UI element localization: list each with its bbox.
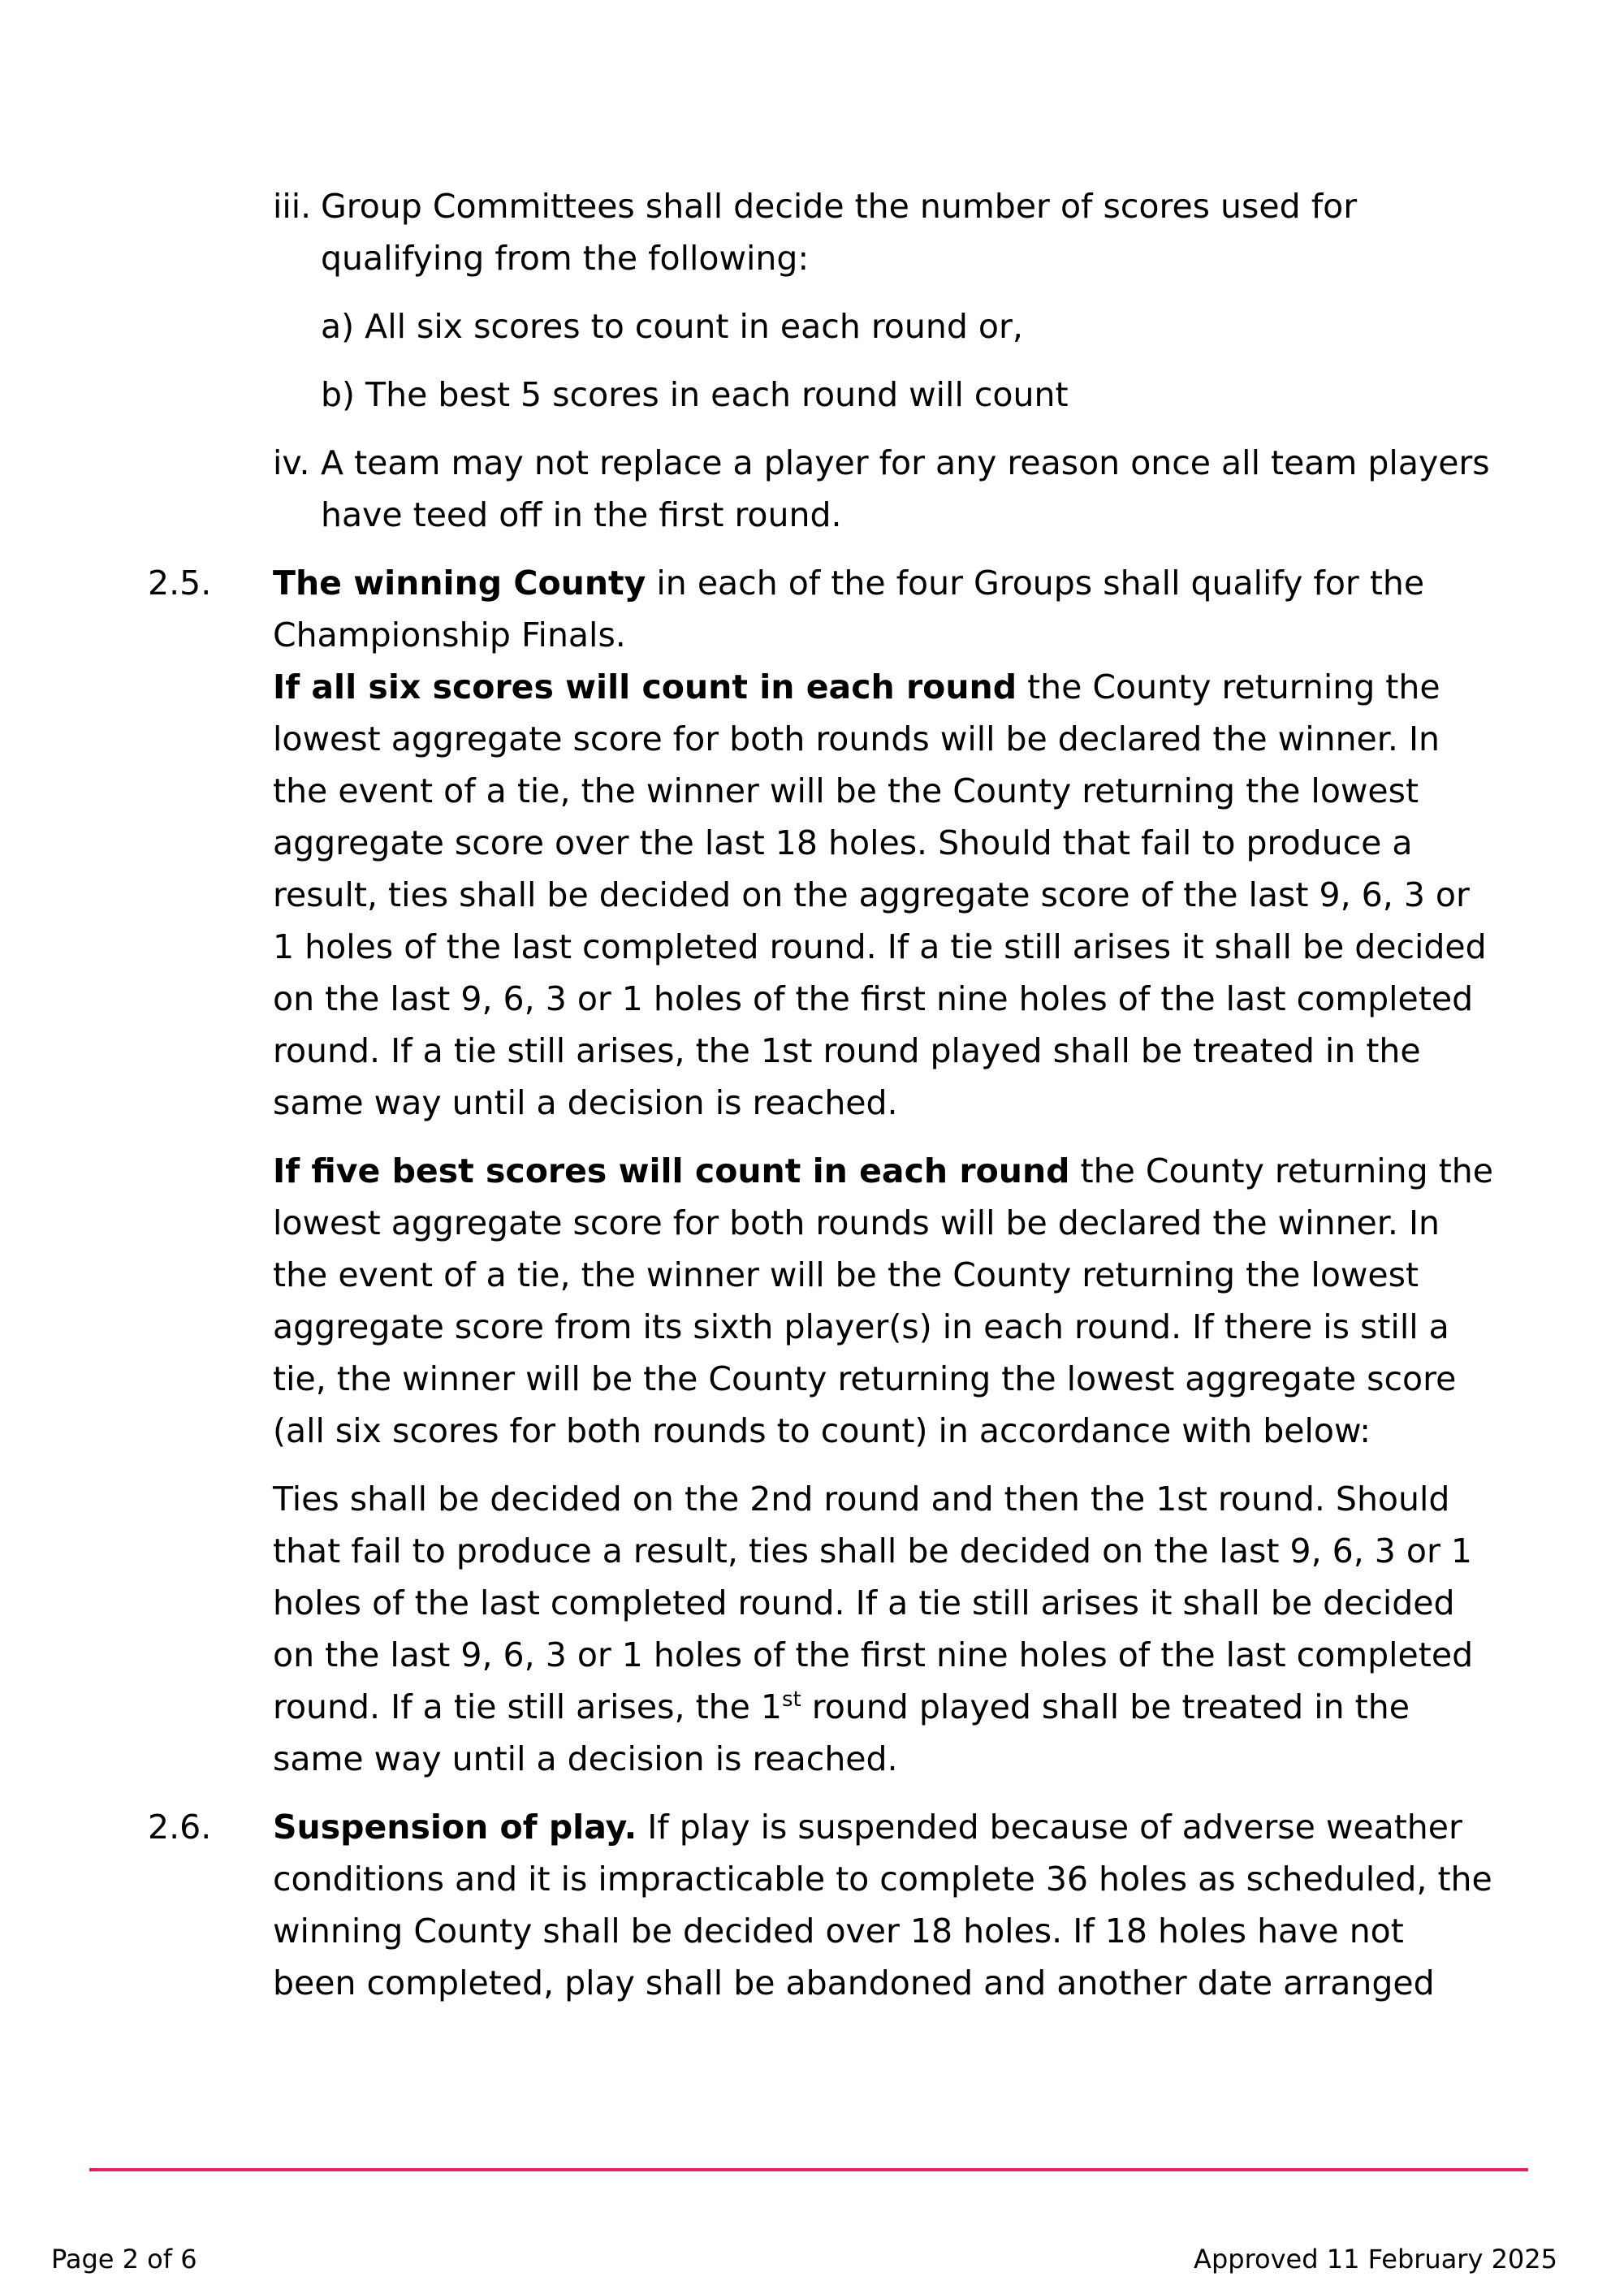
text-span: the County returning the xyxy=(1017,667,1440,706)
text-line xyxy=(0,869,1624,921)
text-span: 1 holes of the last completed round. If a tie still arises it shall be decided xyxy=(273,927,1487,966)
text-line xyxy=(0,1077,1624,1129)
paragraph xyxy=(0,1473,1624,1785)
text-line xyxy=(0,817,1624,869)
text-span: the County returning the xyxy=(1069,1151,1493,1190)
text-span: b) The best 5 scores in each round will count xyxy=(321,375,1069,414)
text-span: aggregate score over the last 18 holes. Should that fail to produce a xyxy=(273,823,1413,862)
text-line xyxy=(0,557,1624,609)
text-line xyxy=(0,1681,1624,1733)
text-line xyxy=(0,1525,1624,1577)
text-span: lowest aggregate score for both rounds will be declared the winner. In xyxy=(273,719,1440,758)
list-item xyxy=(0,300,1624,352)
text-line xyxy=(0,1473,1624,1525)
text-line xyxy=(0,1733,1624,1785)
section-clause xyxy=(0,1801,1624,2009)
text-line xyxy=(0,1629,1624,1681)
text-line xyxy=(0,713,1624,765)
text-span: holes of the last completed round. If a tie still arises it shall be decided xyxy=(273,1583,1455,1622)
text-line xyxy=(0,1145,1624,1197)
text-span: Championship Finals. xyxy=(273,616,626,655)
text-span: a) All six scores to count in each round or, xyxy=(321,307,1023,346)
text-span: the event of a tie, the winner will be the County returning the lowest xyxy=(273,1255,1419,1294)
footer-rule xyxy=(89,2168,1528,2171)
text-span: in each of the four Groups shall qualify for the xyxy=(646,564,1425,603)
clause-number: 2.6. xyxy=(148,1808,212,1847)
text-span: been completed, play shall be abandoned and another date arranged xyxy=(273,1964,1435,2002)
text-span: round. If a tie still arises, the 1st round played shall be treated in the xyxy=(273,1031,1421,1070)
text-span: If play is suspended because of adverse weather xyxy=(637,1808,1462,1847)
text-line xyxy=(0,1025,1624,1077)
list-item xyxy=(0,437,1624,541)
section-clause xyxy=(0,557,1624,661)
text-span: have teed off in the first round. xyxy=(321,495,842,534)
text-line xyxy=(0,1301,1624,1353)
text-line xyxy=(0,1405,1624,1457)
text-line xyxy=(0,661,1624,713)
text-span: same way until a decision is reached. xyxy=(273,1739,898,1778)
text-span: result, ties shall be decided on the aggregate score of the last 9, 6, 3 or xyxy=(273,875,1470,914)
text-span: Group Committees shall decide the number of scores used for xyxy=(321,187,1358,226)
text-line xyxy=(0,609,1624,661)
text-line xyxy=(0,180,1624,232)
text-span: aggregate score from its sixth player(s) in each round. If there is still a xyxy=(273,1307,1449,1346)
text-line xyxy=(0,1197,1624,1249)
approval-date: Approved 11 February 2025 xyxy=(1194,2244,1557,2275)
bold-heading: If five best scores will count in each round xyxy=(273,1151,1070,1190)
clause-number: iv. xyxy=(273,443,310,482)
list-item xyxy=(0,369,1624,421)
bold-heading: If all six scores will count in each round xyxy=(273,667,1017,706)
text-line xyxy=(0,437,1624,489)
superscript: st xyxy=(781,1687,801,1712)
list-item xyxy=(0,180,1624,284)
text-span: lowest aggregate score for both rounds will be declared the winner. In xyxy=(273,1203,1440,1242)
bold-heading: The winning County xyxy=(273,564,646,603)
text-span: A team may not replace a player for any reason once all team players xyxy=(321,443,1490,482)
paragraph xyxy=(0,661,1624,1129)
text-span: on the last 9, 6, 3 or 1 holes of the first nine holes of the last completed xyxy=(273,979,1474,1018)
clause-number: 2.5. xyxy=(148,564,212,603)
text-line xyxy=(0,232,1624,284)
text-span: tie, the winner will be the County returning the lowest aggregate score xyxy=(273,1359,1457,1398)
text-line xyxy=(0,1957,1624,2009)
text-line xyxy=(0,1577,1624,1629)
text-span: round. If a tie still arises, the 1 xyxy=(273,1687,782,1726)
text-line xyxy=(0,765,1624,817)
text-span: winning County shall be decided over 18 holes. If 18 holes have not xyxy=(273,1912,1404,1951)
clause-number: iii. xyxy=(273,187,312,226)
text-line xyxy=(0,1801,1624,1853)
text-span: conditions and it is impracticable to complete 36 holes as scheduled, the xyxy=(273,1860,1492,1899)
bold-heading: Suspension of play. xyxy=(273,1808,637,1847)
text-line xyxy=(0,1249,1624,1301)
text-span: qualifying from the following: xyxy=(321,239,810,278)
document-body xyxy=(0,180,1624,2009)
text-line xyxy=(0,1905,1624,1957)
text-span: the event of a tie, the winner will be the County returning the lowest xyxy=(273,771,1419,810)
page-number: Page 2 of 6 xyxy=(51,2244,197,2275)
paragraph xyxy=(0,1145,1624,1457)
text-span: that fail to produce a result, ties shall be decided on the last 9, 6, 3 or 1 xyxy=(273,1531,1472,1570)
text-span: Ties shall be decided on the 2nd round and then the 1st round. Should xyxy=(273,1480,1450,1519)
text-line xyxy=(0,1353,1624,1405)
text-line xyxy=(0,1853,1624,1905)
text-span: round played shall be treated in the xyxy=(801,1687,1410,1726)
text-line xyxy=(0,369,1624,421)
text-line xyxy=(0,921,1624,973)
text-line xyxy=(0,489,1624,541)
text-span: (all six scores for both rounds to count) in accordance with below: xyxy=(273,1411,1371,1450)
text-line xyxy=(0,973,1624,1025)
text-line xyxy=(0,300,1624,352)
text-span: on the last 9, 6, 3 or 1 holes of the first nine holes of the last completed xyxy=(273,1635,1474,1674)
text-span: same way until a decision is reached. xyxy=(273,1083,898,1122)
